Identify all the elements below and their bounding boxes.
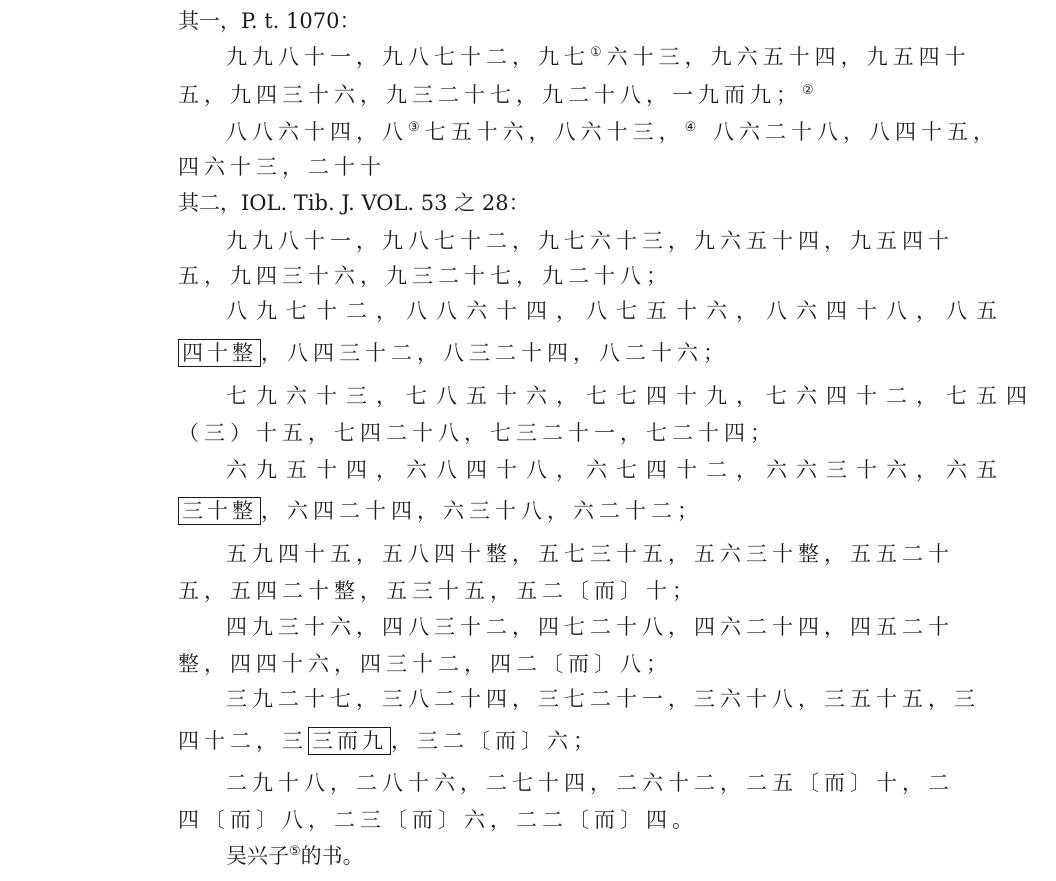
text-segment: 七五十六，八六十三，	[424, 120, 685, 144]
text-line	[226, 42, 971, 72]
text-segment: 六十三，九六五十四，九五四十	[606, 45, 971, 69]
text-segment: 四十二，三	[178, 729, 308, 753]
text-line: （三）十五，七四二十八，七三二十一，七二十四；	[178, 421, 776, 445]
boxed-correction: 三而九	[308, 727, 391, 755]
text-line: 九九八十一，九八七十二，九七六十三，九六五十四，九五四十	[226, 229, 954, 253]
boxed-correction: 四十整	[178, 339, 261, 367]
text-segment: 五，九四三十六，九三二十七，九二十八，一九而九；	[178, 83, 802, 107]
text-segment: 八八六十四，八	[226, 120, 408, 144]
footnote-marker[interactable]: ④	[684, 120, 702, 135]
text-line	[178, 80, 819, 110]
footnote-marker[interactable]: ①	[590, 45, 607, 60]
text-line: 三九二十七，三八二十四，三七二十一，三六十八，三五十五，三	[226, 687, 980, 711]
text-line	[178, 338, 729, 368]
text-line: 六九五十四，六八四十八，六七四十二，六六三十六，六五	[226, 458, 1006, 482]
text-line	[178, 496, 703, 526]
text-line: 五，九四三十六，九三二十七，九二十八；	[178, 264, 672, 288]
text-segment: 九九八十一，九八七十二，九七	[226, 45, 590, 69]
section-heading-2: 其二，IOL. Tib. J. VOL. 53 之 28：	[178, 191, 530, 215]
footnote-marker[interactable]: ⑤	[289, 844, 301, 859]
text-segment: ，三二〔而〕六；	[391, 729, 599, 753]
text-segment: 的书。	[300, 844, 364, 868]
footnote-marker[interactable]: ②	[802, 83, 819, 98]
text-line: 八九七十二，八八六十四，八七五十六，八六四十八，八五	[226, 299, 1006, 323]
text-line: 七九六十三，七八五十六，七七四十九，七六四十二，七五四	[226, 384, 1036, 408]
text-line: 五，五四二十整，五三十五，五二〔而〕十；	[178, 579, 698, 603]
section-heading-1: 其一，P. t. 1070：	[178, 9, 361, 33]
text-line: 四六十三，二十十	[178, 155, 386, 179]
text-segment: 吴兴子	[226, 844, 289, 868]
text-segment: ，八四三十二，八三二十四，八二十六；	[261, 341, 729, 365]
text-line: 整，四四十六，四三十二，四二〔而〕八；	[178, 652, 672, 676]
text-line: 四〔而〕八，二三〔而〕六，二二〔而〕四。	[178, 808, 698, 832]
text-line	[226, 117, 999, 147]
text-segment: 八六二十八，八四十五，	[701, 120, 999, 144]
text-segment: ，六四二十四，六三十八，六二十二；	[261, 499, 703, 523]
text-line	[178, 726, 599, 756]
boxed-correction: 三十整	[178, 497, 261, 525]
footnote-marker[interactable]: ③	[408, 120, 425, 135]
text-line: 五九四十五，五八四十整，五七三十五，五六三十整，五五二十	[226, 542, 954, 566]
text-line: 二九十八，二八十六，二七十四，二六十二，二五〔而〕十，二	[226, 771, 954, 795]
text-line	[226, 841, 364, 871]
text-line: 四九三十六，四八三十二，四七二十八，四六二十四，四五二十	[226, 615, 954, 639]
